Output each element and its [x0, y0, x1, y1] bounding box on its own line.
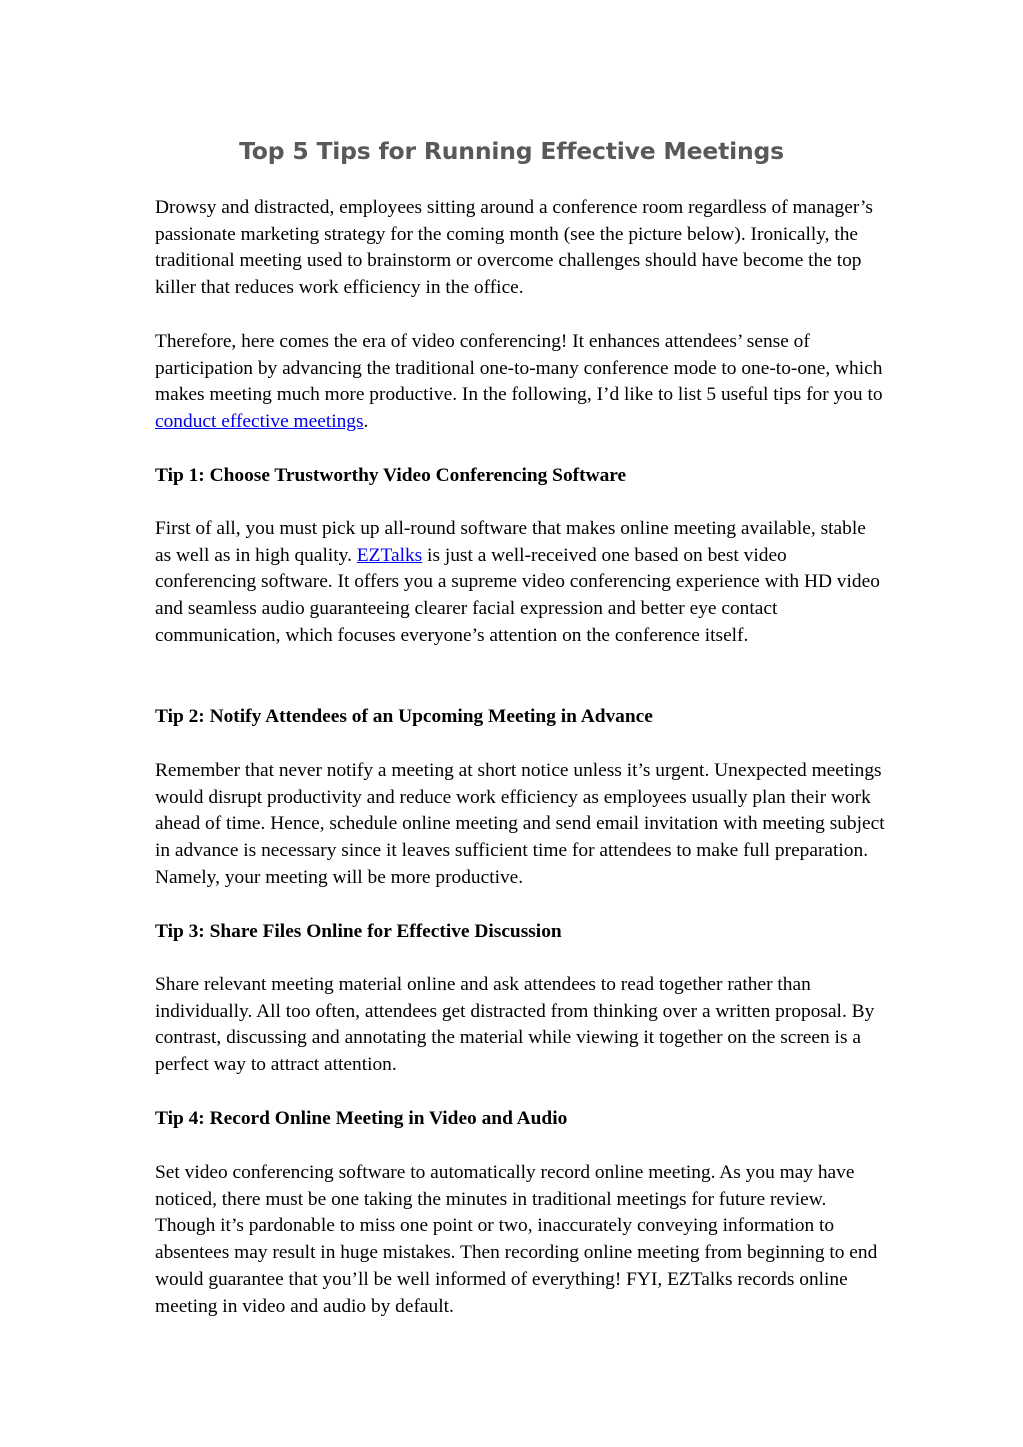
- tip-1-paragraph: [155, 516, 885, 650]
- tip-3-heading: Tip 3: Share Files Online for Effective Discussion: [155, 921, 562, 942]
- tip-1-heading: Tip 1: Choose Trustworthy Video Conferencing Software: [155, 465, 627, 486]
- eztalks-link[interactable]: EZTalks: [356, 544, 423, 566]
- tip-1-text-continued: is just a well-received one based on best video conferencing software. It offers you a supreme video conferencing experience with HD video and seamless audio guaranteeing clearer facial expression and better eye contact communication, which focuses everyone’s attention on the conference itself.: [155, 544, 880, 646]
- intro-paragraph-2-end: .: [363, 411, 369, 433]
- tip-4-heading: Tip 4: Record Online Meeting in Video and Audio: [155, 1108, 568, 1129]
- intro-paragraph-2-text: Therefore, here comes the era of video conferencing! It enhances attendees’ sense of participation by advancing the traditional one-to-many conference mode to one-to-one, which makes meeting much more productive. In the following, I’d like to list 5 useful tips for you to: [155, 331, 883, 406]
- tip-2-heading: Tip 2: Notify Attendees of an Upcoming Meeting in Advance: [155, 706, 653, 727]
- tip-4-paragraph: Set video conferencing software to automatically record online meeting. As you may have noticed, there must be one taking the minutes in traditional meetings for future review. Though it’s pardonable to miss one point or two, inaccurately conveying information to absentees may result in huge mistakes. Then recording online meeting from beginning to end would guarantee that you’ll be well informed of everything! FYI, EZTalks records online meeting in video and audio by default.: [155, 1162, 878, 1317]
- tip-3-paragraph: Share relevant meeting material online and ask attendees to read together rather than individually. All too often, attendees get distracted from thinking over a written proposal. By contrast, discussing and annotating the material while viewing it together on the screen is a perfect way to attract attention.: [155, 974, 875, 1076]
- intro-paragraph-1: Drowsy and distracted, employees sitting around a conference room regardless of manager’s passionate marketing strategy for the coming month (see the picture below). Ironically, the traditional meeting used to brainstorm or overcome challenges should have become the top killer that reduces work efficiency in the office.: [155, 197, 873, 299]
- conduct-effective-meetings-link[interactable]: conduct effective meetings: [155, 411, 364, 433]
- intro-paragraph-2: [155, 329, 885, 436]
- tip-2-paragraph: Remember that never notify a meeting at short notice unless it’s urgent. Unexpected meetings would disrupt productivity and reduce work efficiency as employees usually plan their work ahead of time. Hence, schedule online meeting and send email invitation with meeting subject in advance is necessary since it leaves sufficient time for attendees to make full preparation. Namely, your meeting will be more productive.: [155, 760, 885, 888]
- tip-1-text: First of all, you must pick up all-round software that makes online meeting available, stable as well as in high quality.: [155, 518, 866, 566]
- page-title: Top 5 Tips for Running Effective Meetings: [239, 137, 784, 165]
